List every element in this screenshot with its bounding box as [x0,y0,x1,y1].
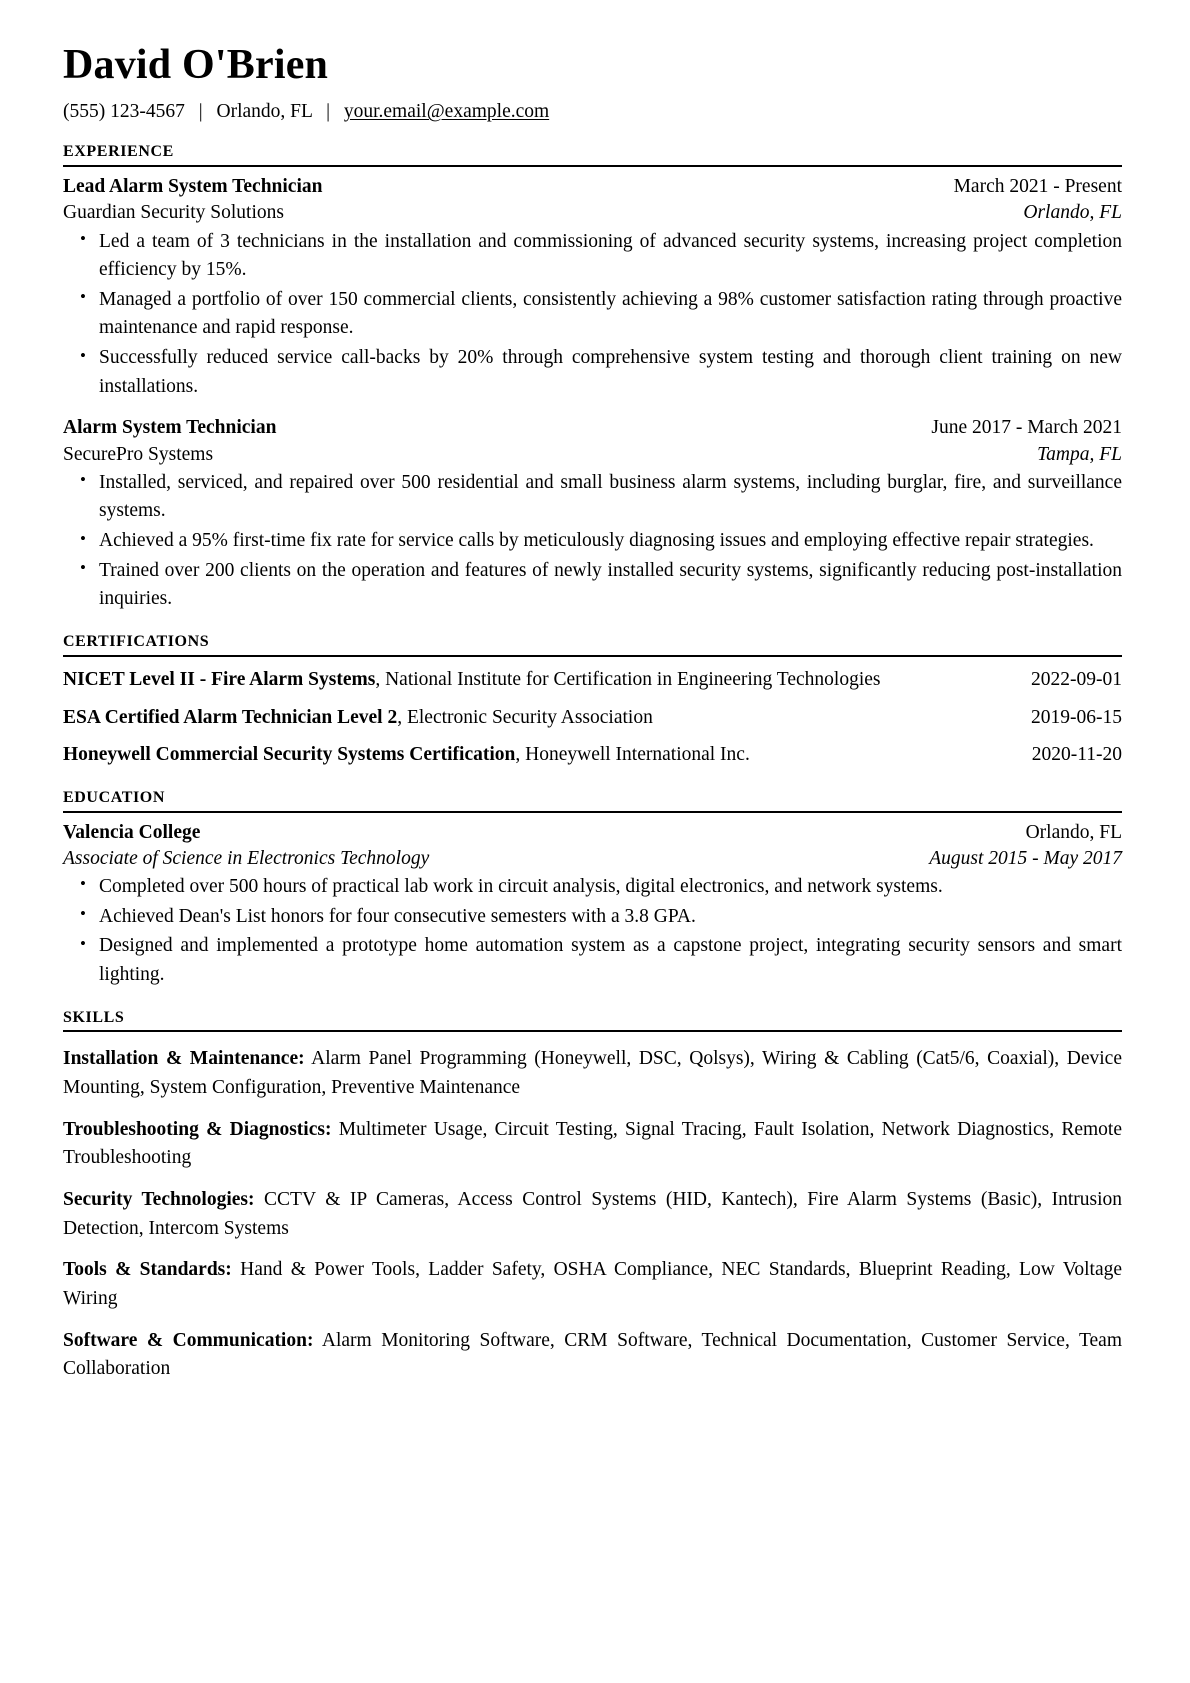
skill-category: Troubleshooting & Diagnostics: [63,1118,332,1140]
education-bullet-list [63,873,1122,990]
contact-phone: (555) 123-4567 [63,101,185,123]
certification-comma: , [375,668,386,690]
skill-group [63,1256,1122,1313]
job-bullet-list [63,469,1122,614]
section-experience [63,136,1122,614]
job-dates: June 2017 - March 2021 [931,417,1122,439]
job-company: SecurePro Systems [63,443,214,465]
contact-email-link[interactable]: your.email@example.com [343,101,550,123]
skill-items: CCTV & IP Cameras, Access Control Systems (HID, Kantech), Fire Alarm Systems (Basic), Intrusion Detection, Intercom Systems [63,1189,1123,1239]
certification-date: 2022-09-01 [1031,668,1122,690]
education-entry [63,820,1122,990]
certification-name: NICET Level II - Fire Alarm Systems [63,668,376,690]
experience-entry [63,174,1122,401]
education-bullet: • Designed and implemented a prototype home automation system as a capstone project, integrating security sensors and smart lighting. [63,932,1122,989]
skill-category: Installation & Maintenance: [63,1048,305,1070]
section-education [63,782,1122,990]
certification-item [63,704,1122,733]
section-heading-skills: skills [63,1001,125,1027]
job-bullet: • Managed a portfolio of over 150 commercial clients, consistently achieving a 98% customer satisfaction rating through proactive maintenance and rapid response. [63,286,1122,343]
education-dates: August 2015 - May 2017 [929,847,1122,869]
skill-category: Security Technologies: [63,1189,255,1211]
section-certifications [63,626,1122,770]
skill-group [63,1186,1122,1243]
experience-entry-header [63,415,1122,441]
skill-items: Multimeter Usage, Circuit Testing, Signal Tracing, Fault Isolation, Network Diagnostics, Remote Troubleshooting [63,1118,1123,1169]
section-skills [63,1002,1122,1384]
job-bullet: • Successfully reduced service call-backs by 20% through comprehensive system testing and thorough client training on new installations. [63,344,1122,401]
contact-line [63,99,1122,124]
job-title: Lead Alarm System Technician [63,176,323,198]
skill-group [63,1327,1122,1384]
section-rule-skills [63,1030,1122,1032]
section-rule-education [63,811,1122,813]
certification-issuer: Electronic Security Association [406,706,653,728]
education-entry-subheader [63,846,1122,872]
education-bullet: • Completed over 500 hours of practical lab work in circuit analysis, digital electronics, and network systems. [63,873,1122,902]
education-entry-header [63,820,1122,846]
certification-comma: , [397,706,407,728]
section-rule-experience [63,165,1122,167]
resume-header [63,42,1122,124]
candidate-name: David O'Brien [63,42,329,88]
job-location: Orlando, FL [1023,202,1122,224]
degree-name: Associate of Science in Electronics Technology [63,847,430,869]
skill-group [63,1045,1122,1102]
job-bullet: • Led a team of 3 technicians in the installation and commissioning of advanced security systems, increasing project completion efficiency by 15%. [63,228,1122,285]
certification-issuer: National Institute for Certification in Engineering Technologies [385,668,881,690]
section-heading-experience: experience [63,136,174,162]
experience-entry-subheader [63,200,1122,226]
certification-date: 2020-11-20 [1031,744,1122,766]
experience-entry-subheader [63,442,1122,468]
section-heading-certifications: certifications [63,625,210,651]
section-rule-certifications [63,655,1122,657]
contact-separator-2: | [326,101,330,123]
certification-issuer: Honeywell International Inc. [525,744,750,766]
skill-items: Alarm Panel Programming (Honeywell, DSC, Qolsys), Wiring & Cabling (Cat5/6, Coaxial), Device Mounting, System Configuration, Preventive Maintenance [63,1048,1122,1099]
certification-name: ESA Certified Alarm Technician Level 2 [63,706,398,728]
job-bullet: • Trained over 200 clients on the operation and features of newly installed security systems, significantly reducing post-installation inquiries. [63,557,1122,614]
skill-items: Alarm Monitoring Software, CRM Software, Technical Documentation, Customer Service, Team Collaboration [63,1329,1122,1380]
job-dates: March 2021 - Present [953,176,1122,198]
job-location: Tampa, FL [1037,443,1122,465]
job-bullet-list [63,228,1122,402]
job-bullet: • Achieved a 95% first-time fix rate for service calls by meticulously diagnosing issues and employing effective repair strategies. [63,527,1122,556]
school-location: Orlando, FL [1025,821,1122,843]
job-bullet: • Installed, serviced, and repaired over 500 residential and small business alarm systems, including burglar, fire, and surveillance systems. [63,469,1122,526]
certification-comma: , [515,744,526,766]
certification-item [63,741,1122,770]
skill-items: Hand & Power Tools, Ladder Safety, OSHA Compliance, NEC Standards, Blueprint Reading, Low Voltage Wiring [63,1259,1123,1310]
skill-category: Software & Communication: [63,1329,314,1351]
skill-group [63,1116,1122,1173]
job-title: Alarm System Technician [63,417,277,439]
contact-location: Orlando, FL [216,101,313,123]
certification-item [63,666,1122,695]
education-bullet: • Achieved Dean's List honors for four consecutive semesters with a 3.8 GPA. [63,903,1122,932]
school-name: Valencia College [63,821,201,843]
certification-date: 2019-06-15 [1031,706,1122,728]
certification-name: Honeywell Commercial Security Systems Certification [63,744,516,766]
contact-separator-1: | [198,101,203,123]
job-company: Guardian Security Solutions [63,202,284,224]
experience-entry-header [63,174,1122,200]
skill-category: Tools & Standards: [63,1259,232,1281]
section-heading-education: education [63,781,166,807]
experience-entry [63,415,1122,614]
